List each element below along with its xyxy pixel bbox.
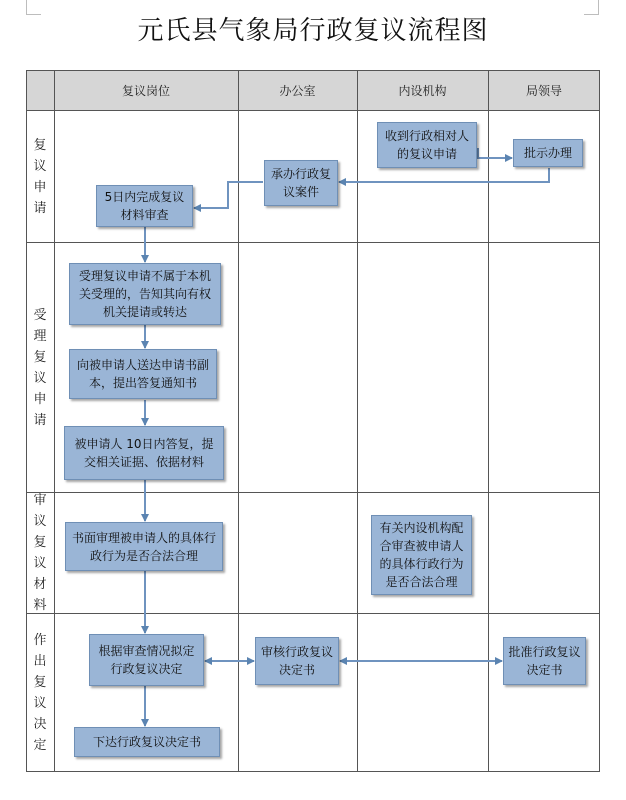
box-approve-handling: 批示办理 [513, 139, 583, 167]
box-deliver-copy: 向被申请人送达申请书副本，提出答复通知书 [69, 349, 217, 399]
box-review-5-days: 5日内完成复议材料审查 [96, 185, 193, 227]
row-header-decide-text: 作 出 复 议 决 定 [33, 633, 47, 753]
page-title: 元氏县气象局行政复议流程图 [137, 16, 489, 46]
column-header-internal-dept: 内设机构 [357, 70, 489, 111]
column-header-office: 办公室 [238, 70, 358, 111]
row-header-examine-text: 审 议 复 议 材 料 [33, 493, 47, 613]
box-receive-application: 收到行政相对人的复议申请 [377, 122, 477, 168]
box-audit-decision: 审核行政复议决定书 [255, 637, 339, 685]
box-handle-case: 承办行政复议案件 [264, 160, 338, 206]
column-header-leader: 局领导 [488, 70, 600, 111]
box-written-review: 书面审理被申请人的具体行政行为是否合法合理 [65, 522, 223, 571]
row-header-apply-text: 复 议 申 请 [33, 137, 47, 216]
box-notify-not-accepted: 受理复议申请不属于本机关受理的，告知其向有权机关提请或转达 [69, 263, 221, 325]
row-header-accept-text: 受 理 复 议 申 请 [33, 307, 47, 428]
box-reply-10-days: 被申请人 10日内答复，提交相关证据、依据材料 [64, 426, 224, 480]
arrow-handle-to-review5 [194, 182, 263, 208]
box-issue-decision: 下达行政复议决定书 [74, 727, 220, 757]
box-draft-decision: 根据审查情况拟定行政复议决定 [89, 634, 204, 686]
column-header-review-post: 复议岗位 [54, 70, 239, 111]
arrow-approve-to-handle [339, 168, 549, 182]
box-dept-review: 有关内设机构配合审查被申请人的具体行政行为是否合法合理 [371, 515, 472, 595]
box-ratify-decision: 批准行政复议决定书 [503, 637, 586, 685]
arrow-receive-to-approve [478, 148, 512, 158]
